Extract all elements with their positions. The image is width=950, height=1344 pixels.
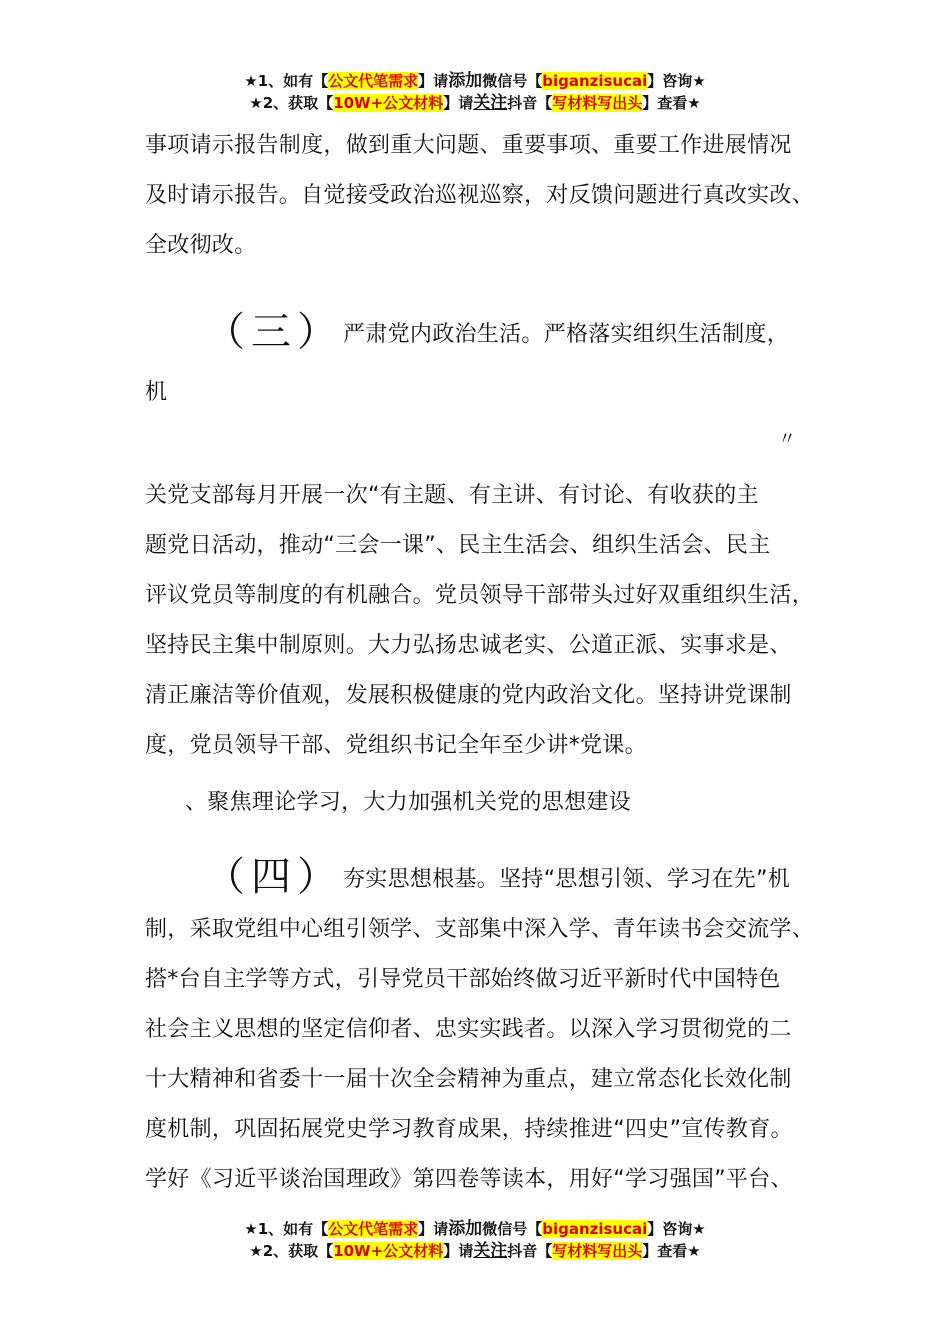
paragraph-line: 评议党员等制度的有机融合。党员领导干部带头过好双重组织生活， xyxy=(145,583,815,608)
douyin-id: 写材料写出头 xyxy=(552,94,643,112)
banner-text: ★1、如有【 xyxy=(244,72,329,90)
banner-text: 】咨询★ xyxy=(647,1220,706,1238)
banner-highlight: 公文代笔需求 xyxy=(328,72,419,90)
banner-highlight: 10W+公文材料 xyxy=(333,94,444,112)
paragraph-line: 坚持民主集中制原则。大力弘扬忠诚老实、公道正派、实事求是、 xyxy=(145,633,792,658)
banner-line-2 xyxy=(0,92,950,114)
paragraph-line: 清正廉洁等价值观，发展积极健康的党内政治文化。坚持讲党课制 xyxy=(145,683,792,708)
banner-text: 微信号【 xyxy=(482,1220,543,1238)
banner-text: ★1、如有【 xyxy=(244,1220,329,1238)
banner-text: 】请 xyxy=(418,1220,449,1238)
section-heading: 、聚焦理论学习，大力加强机关党的思想建设 xyxy=(185,790,632,815)
paragraph-line: 题党日活动，推动“三会一课”、民主生活会、组织生活会、民主 xyxy=(145,533,771,558)
section-4-heading xyxy=(205,845,790,902)
section-number: （四） xyxy=(205,854,343,900)
paragraph-line: 机 xyxy=(145,380,168,405)
banner-emphasis: 关注 xyxy=(473,1241,508,1261)
wechat-id: biganzisucai xyxy=(542,72,648,90)
paragraph-line: 搭*台自主学等方式，引导党员干部始终做习近平新时代中国特色 xyxy=(145,967,781,992)
banner-text: 】请 xyxy=(443,94,474,112)
banner-text: ★2、获取【 xyxy=(249,94,334,112)
banner-emphasis: 添加 xyxy=(448,71,483,91)
footer-banner xyxy=(0,1218,950,1262)
paragraph-line: 度机制，巩固拓展党史学习教育成果，持续推进“四史”宣传教育。 xyxy=(145,1117,793,1142)
banner-text: 抖音【 xyxy=(507,94,553,112)
banner-highlight: 公文代笔需求 xyxy=(328,1220,419,1238)
banner-text: 】请 xyxy=(418,72,449,90)
header-banner xyxy=(0,70,950,114)
banner-text: 】查看★ xyxy=(642,94,701,112)
banner-emphasis: 添加 xyxy=(448,1219,483,1239)
section-title: 严肃党内政治生活。严格落实组织生活制度， xyxy=(343,322,790,347)
banner-line-1 xyxy=(0,70,950,92)
paragraph-line: 事项请示报告制度，做到重大问题、重要事项、重要工作进展情况 xyxy=(145,133,792,158)
banner-text: 微信号【 xyxy=(482,72,543,90)
paragraph-line: 学好《习近平谈治国理政》第四卷等读本，用好“学习强国”平台、 xyxy=(145,1167,793,1192)
banner-text: ★2、获取【 xyxy=(249,1242,334,1260)
paragraph-line: 社会主义思想的坚定信仰者、忠实实践者。以深入学习贯彻党的二 xyxy=(145,1017,792,1042)
banner-text: 】咨询★ xyxy=(647,72,706,90)
section-title: 夯实思想根基。坚持“思想引领、学习在先”机 xyxy=(343,867,791,892)
stray-mark: 〃 xyxy=(778,429,797,450)
paragraph-line: 全改彻改。 xyxy=(145,233,257,258)
wechat-id: biganzisucai xyxy=(542,1220,648,1238)
section-number: （三） xyxy=(205,309,343,355)
banner-highlight: 10W+公文材料 xyxy=(333,1242,444,1260)
banner-emphasis: 关注 xyxy=(473,93,508,113)
paragraph-line: 度，党员领导干部、党组织书记全年至少讲*党课。 xyxy=(145,733,647,758)
paragraph-line: 关党支部每月开展一次“有主题、有主讲、有讨论、有收获的主 xyxy=(145,483,759,508)
banner-line-1 xyxy=(0,1218,950,1240)
banner-text: 】请 xyxy=(443,1242,474,1260)
banner-text: 抖音【 xyxy=(507,1242,553,1260)
paragraph-line: 及时请示报告。自觉接受政治巡视巡察，对反馈问题进行真改实改、 xyxy=(145,183,815,208)
paragraph-line: 制，采取党组中心组引领学、支部集中深入学、青年读书会交流学、 xyxy=(145,917,815,942)
banner-line-2 xyxy=(0,1240,950,1262)
douyin-id: 写材料写出头 xyxy=(552,1242,643,1260)
paragraph-line: 十大精神和省委十一届十次全会精神为重点，建立常态化长效化制 xyxy=(145,1067,792,1092)
section-3-heading xyxy=(205,300,789,357)
banner-text: 】查看★ xyxy=(642,1242,701,1260)
